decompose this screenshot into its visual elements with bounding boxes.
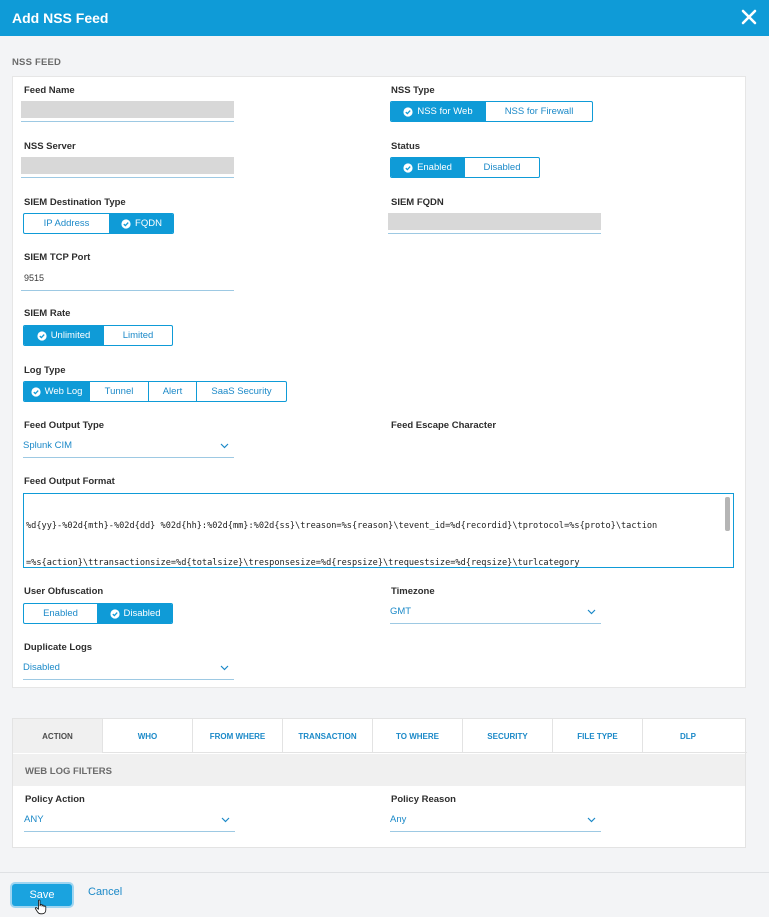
saas-security-option[interactable] — [197, 382, 286, 401]
log-type-toggle — [23, 381, 287, 402]
policy-action-label: Policy Action — [25, 794, 85, 805]
feed-escape-character-label: Feed Escape Character — [391, 420, 497, 431]
web-log-label: Web Log — [44, 386, 83, 397]
tab-to-where[interactable]: TO WHERE — [373, 719, 463, 753]
feed-output-type-dropdown[interactable] — [23, 437, 234, 458]
timezone-dropdown[interactable] — [390, 603, 601, 624]
policy-reason-dropdown[interactable] — [390, 811, 601, 832]
nss-for-firewall-label: NSS for Firewall — [504, 106, 574, 117]
siem-tcp-port-underline — [21, 290, 234, 291]
check-circle-icon — [37, 331, 47, 341]
filter-tabs — [13, 719, 747, 753]
siem-fqdn-underline — [388, 233, 601, 234]
tab-transaction[interactable]: TRANSACTION — [283, 719, 373, 753]
status-label: Status — [391, 141, 421, 152]
check-circle-icon — [403, 107, 413, 117]
siem-tcp-port-label: SIEM TCP Port — [24, 252, 91, 263]
tab-who[interactable]: WHO — [103, 719, 193, 753]
web-log-filters-title: WEB LOG FILTERS — [25, 766, 112, 777]
obfuscation-enabled-label: Enabled — [43, 608, 78, 619]
web-log-option[interactable] — [24, 382, 90, 401]
status-enabled-option[interactable] — [391, 158, 465, 177]
feed-output-format-textarea[interactable] — [23, 493, 734, 568]
obfuscation-disabled-option[interactable] — [98, 604, 172, 623]
tab-security[interactable]: SECURITY — [463, 719, 553, 753]
save-button[interactable]: Save — [12, 884, 72, 906]
format-line: =%s{action}\ttransactionsize=%d{totalsize}\tresponsesize=%d{respsize}\trequestsize=%d{reqsize}\turlcategory — [26, 558, 580, 568]
status-toggle — [390, 157, 540, 178]
tunnel-label: Tunnel — [104, 386, 134, 397]
status-disabled-option[interactable] — [465, 158, 539, 177]
unlimited-option[interactable] — [24, 326, 104, 345]
unlimited-label: Unlimited — [50, 330, 91, 341]
hand-cursor-icon — [34, 899, 48, 915]
check-circle-icon — [121, 219, 131, 229]
siem-destination-type-toggle — [23, 213, 174, 234]
obfuscation-disabled-label: Disabled — [123, 608, 161, 619]
chevron-down-icon — [221, 817, 230, 823]
nss-for-firewall-option[interactable] — [486, 102, 592, 121]
feed-output-format-label: Feed Output Format — [24, 476, 115, 487]
close-icon[interactable] — [739, 7, 759, 27]
tab-dlp[interactable]: DLP — [680, 731, 696, 741]
duplicate-logs-dropdown[interactable] — [23, 659, 234, 680]
chevron-down-icon — [587, 817, 596, 823]
nss-type-toggle — [390, 101, 593, 122]
ip-address-option[interactable] — [24, 214, 110, 233]
feed-name-label: Feed Name — [24, 85, 75, 96]
siem-destination-type-label: SIEM Destination Type — [24, 197, 126, 208]
alert-option[interactable] — [149, 382, 197, 401]
check-circle-icon — [110, 609, 120, 619]
nss-for-web-label: NSS for Web — [417, 106, 473, 117]
alert-label: Alert — [162, 386, 183, 397]
feed-output-type-label: Feed Output Type — [24, 420, 105, 431]
dialog-title: Add NSS Feed — [12, 10, 109, 26]
web-log-filters-header — [13, 754, 745, 786]
tab-from-where[interactable]: FROM WHERE — [193, 719, 283, 753]
duplicate-logs-label: Duplicate Logs — [24, 642, 93, 653]
saas-security-label: SaaS Security — [211, 386, 272, 397]
chevron-down-icon — [220, 665, 229, 671]
status-disabled-label: Disabled — [483, 162, 521, 173]
log-type-label: Log Type — [24, 365, 66, 376]
limited-option[interactable] — [104, 326, 172, 345]
textarea-scrollbar[interactable] — [725, 497, 730, 531]
user-obfuscation-label: User Obfuscation — [24, 586, 104, 597]
nss-server-label: NSS Server — [24, 141, 76, 152]
duplicate-logs-value: Disabled — [23, 662, 60, 673]
chevron-down-icon — [587, 609, 596, 615]
nss-server-underline — [21, 177, 234, 178]
siem-rate-label: SIEM Rate — [24, 308, 71, 319]
siem-fqdn-label: SIEM FQDN — [391, 197, 444, 208]
status-enabled-label: Enabled — [417, 162, 452, 173]
tab-action[interactable]: ACTION — [13, 719, 103, 753]
nss-server-select[interactable] — [21, 157, 234, 174]
timezone-value: GMT — [390, 606, 412, 617]
cancel-button[interactable]: Cancel — [88, 886, 123, 898]
feed-output-format-text — [26, 496, 721, 568]
policy-action-value: ANY — [24, 814, 44, 825]
check-circle-icon — [31, 387, 41, 397]
tab-file-type[interactable]: FILE TYPE — [553, 719, 643, 753]
timezone-label: Timezone — [391, 586, 435, 597]
obfuscation-enabled-option[interactable] — [24, 604, 98, 623]
fqdn-label: FQDN — [135, 218, 162, 229]
format-line: %d{yy}-%02d{mth}-%02d{dd} %02d{hh}:%02d{mm}:%02d{ss}\treason=%s{reason}\tevent_id=%d{recordid}\tprotocol=%s{proto}\taction — [26, 521, 658, 532]
feed-output-type-value: Splunk CIM — [23, 440, 73, 451]
user-obfuscation-toggle — [23, 603, 173, 624]
dialog-header — [0, 0, 769, 36]
siem-rate-toggle — [23, 325, 173, 346]
policy-action-dropdown[interactable] — [24, 811, 235, 832]
siem-tcp-port-input[interactable]: 9515 — [24, 273, 45, 283]
siem-fqdn-input[interactable] — [388, 213, 601, 230]
check-circle-icon — [403, 163, 413, 173]
policy-reason-value: Any — [390, 814, 407, 825]
nss-for-web-option[interactable] — [391, 102, 486, 121]
tunnel-option[interactable] — [90, 382, 149, 401]
fqdn-option[interactable] — [110, 214, 173, 233]
feed-name-input[interactable] — [21, 101, 234, 118]
chevron-down-icon — [220, 443, 229, 449]
section-title-nss-feed: NSS FEED — [12, 57, 62, 68]
limited-label: Limited — [122, 330, 154, 341]
feed-name-underline — [21, 121, 234, 122]
nss-type-label: NSS Type — [391, 85, 435, 96]
ip-address-label: IP Address — [43, 218, 90, 229]
policy-reason-label: Policy Reason — [391, 794, 456, 805]
